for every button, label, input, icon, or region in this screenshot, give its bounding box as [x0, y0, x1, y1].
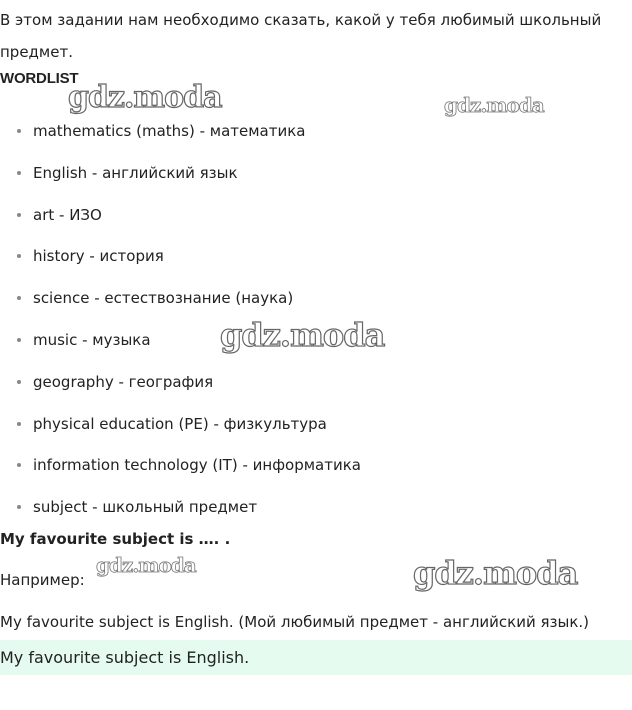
- list-item: music - музыка: [0, 319, 361, 361]
- sentence-template: My favourite subject is …. .: [0, 530, 231, 548]
- list-item: physical education (PE) - физкультура: [0, 403, 361, 445]
- example-sentence: My favourite subject is English. (Мой любимый предмет - английский язык.): [0, 613, 590, 631]
- watermark: gdz.moda: [96, 553, 196, 577]
- watermark: gdz.moda: [413, 554, 578, 592]
- list-item: geography - география: [0, 361, 361, 403]
- list-item: information technology (IT) - информатика: [0, 444, 361, 486]
- example-label: Например:: [0, 571, 85, 589]
- list-item: English - английский язык: [0, 152, 361, 194]
- intro-text: В этом задании нам необходимо сказать, какой у тебя любимый школьный предмет.: [0, 11, 602, 61]
- list-item: art - ИЗО: [0, 194, 361, 236]
- watermark: gdz.moda: [220, 316, 385, 354]
- list-item: science - естествознание (наука): [0, 277, 361, 319]
- list-item: history - история: [0, 235, 361, 277]
- list-item: mathematics (maths) - математика: [0, 110, 361, 152]
- watermark: gdz.moda: [444, 93, 544, 117]
- list-item: subject - школьный предмет: [0, 486, 361, 528]
- answer-box: My favourite subject is English.: [0, 640, 632, 675]
- watermark: gdz.moda: [68, 80, 222, 115]
- wordlist-heading: WORDLIST: [0, 70, 79, 87]
